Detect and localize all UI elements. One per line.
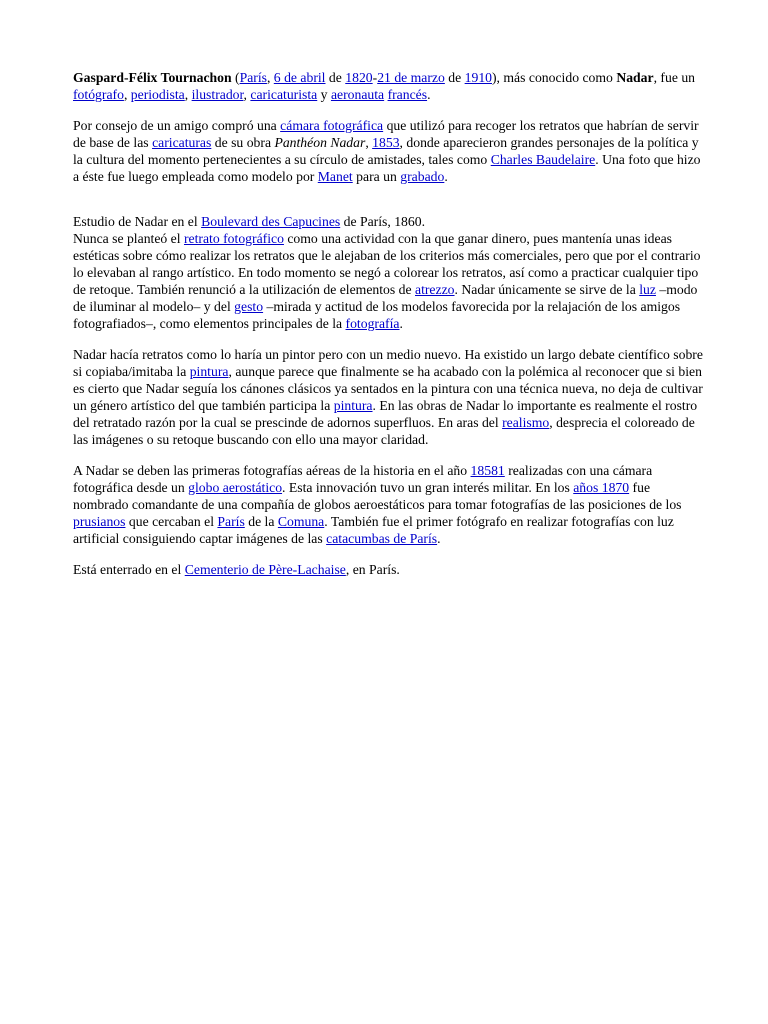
- text: .: [437, 531, 441, 546]
- text: . Una foto que hizo a éste fue luego empleada como modelo por: [73, 152, 701, 184]
- link-1820[interactable]: 1820: [345, 70, 373, 85]
- paragraph-studio: [73, 213, 703, 332]
- link-reference-1[interactable]: 1: [497, 463, 505, 478]
- text: fue nombrado comandante de una compañía de globos aeroestáticos para tomar fotografías de las posiciones de los: [73, 480, 682, 512]
- link-prusianos[interactable]: prusianos: [73, 514, 126, 529]
- link-pintura-2[interactable]: pintura: [333, 398, 373, 413]
- paragraph-camera: [73, 117, 703, 185]
- text: , en París.: [345, 562, 400, 577]
- link-cementerio-pere-lachaise[interactable]: Cementerio de Père-Lachaise: [184, 562, 346, 577]
- text: de París, 1860.: [340, 214, 425, 229]
- text: . En las obras de Nadar lo importante es realmente el rostro del retratado razón por la cual se prescinde de adornos superfluos. En aras del: [73, 398, 698, 430]
- link-globo-aerostatico[interactable]: globo aerostático: [188, 480, 283, 495]
- link-boulevard-des-capucines[interactable]: Boulevard des Capucines: [201, 214, 341, 229]
- link-fotografo[interactable]: fotógrafo: [73, 87, 124, 102]
- text: .: [444, 169, 448, 184]
- link-camara-fotografica[interactable]: cámara fotográfica: [280, 118, 384, 133]
- work-title: Panthéon Nadar: [274, 135, 366, 150]
- text: ,: [123, 87, 131, 102]
- link-aeronauta[interactable]: aeronauta: [330, 87, 385, 102]
- link-frances[interactable]: francés: [387, 87, 428, 102]
- text: que cercaban el: [125, 514, 218, 529]
- text: A Nadar se deben las primeras fotografías aéreas de la historia en el año: [73, 463, 471, 478]
- text: Por consejo de un amigo compró una: [73, 118, 281, 133]
- text: realizadas con una cámara fotográfica desde un: [73, 463, 653, 495]
- text: –modo de iluminar al modelo– y del: [73, 282, 698, 314]
- link-21-de-marzo[interactable]: 21 de marzo: [377, 70, 445, 85]
- text: , fue un: [653, 70, 696, 85]
- link-6-de-abril[interactable]: 6 de abril: [273, 70, 326, 85]
- paragraph-intro: [73, 69, 703, 103]
- text: ,: [243, 87, 251, 102]
- link-atrezzo[interactable]: atrezzo: [415, 282, 455, 297]
- link-catacumbas-de-paris[interactable]: catacumbas de París: [326, 531, 438, 546]
- text: .: [427, 87, 431, 102]
- link-fotografia[interactable]: fotografía: [345, 316, 400, 331]
- link-paris[interactable]: París: [239, 70, 267, 85]
- text: .: [399, 316, 403, 331]
- link-1853[interactable]: 1853: [372, 135, 400, 150]
- text: ,: [365, 135, 373, 150]
- link-ilustrador[interactable]: ilustrador: [191, 87, 244, 102]
- link-gesto[interactable]: gesto: [234, 299, 264, 314]
- text: Nadar hacía retratos como lo haría un pintor pero con un medio nuevo. Ha existido un largo debate científico sobre si copiaba/imitaba la: [73, 347, 703, 379]
- link-pintura[interactable]: pintura: [189, 364, 229, 379]
- text: como una actividad con la que ganar dinero, pues mantenía unas ideas estéticas sobre cómo realizar los retratos que le alejaban de los criterios más comerciales, pero que por el contrario lo elevaban al rango artístico. En todo momento se negó a colorear los retratos, así como a practicar cualquier tipo de retoque. También renunció a la utilización de elementos de: [73, 231, 701, 297]
- text: ), más conocido como: [492, 70, 617, 85]
- nickname: Nadar: [616, 70, 654, 85]
- paragraph-aerial: [73, 462, 703, 547]
- text: . Nadar únicamente se sirve de la: [454, 282, 640, 297]
- text: ,: [184, 87, 192, 102]
- link-manet[interactable]: Manet: [317, 169, 353, 184]
- link-luz[interactable]: luz: [639, 282, 656, 297]
- link-anos-1870[interactable]: años 1870: [573, 480, 630, 495]
- text: . Esta innovación tuvo un gran interés militar. En los: [282, 480, 574, 495]
- text: que utilizó para recoger los retratos que habrían de servir de base de las: [73, 118, 699, 150]
- text: de su obra: [211, 135, 275, 150]
- text: Nunca se planteó el: [73, 231, 184, 246]
- text: Estudio de Nadar en el: [73, 214, 202, 229]
- link-caricaturista[interactable]: caricaturista: [250, 87, 318, 102]
- link-charles-baudelaire[interactable]: Charles Baudelaire: [490, 152, 596, 167]
- link-1910[interactable]: 1910: [464, 70, 492, 85]
- text: , desprecia el coloreado de las imágenes o su retoque buscando con ello una mayor claridad.: [73, 415, 695, 447]
- subject-name: Gaspard-Félix Tournachon: [73, 70, 232, 85]
- link-1858[interactable]: 1858: [470, 463, 498, 478]
- text: . También fue el primer fotógrafo en realizar fotografías con luz artificial consiguiendo captar imágenes de las: [73, 514, 674, 546]
- text: , donde aparecieron grandes personajes de la política y la cultura del momento pertenecientes a su círculo de amistades, tales como: [73, 135, 699, 167]
- text: –mirada y actitud de los modelos favorecida por la relajación de los amigos fotografiados–, como elementos principales de la: [73, 299, 681, 331]
- paragraph-painting: [73, 346, 703, 448]
- text: y: [317, 87, 331, 102]
- link-grabado[interactable]: grabado: [400, 169, 445, 184]
- text: ,: [266, 70, 274, 85]
- text: de la: [244, 514, 278, 529]
- text: Está enterrado en el: [73, 562, 185, 577]
- text: de: [325, 70, 346, 85]
- text: , aunque parece que finalmente se ha acabado con la polémica al reconocer que si bien es cierto que Nadar seguía los cánones clásicos ya sentados en la pintura con una técnica nueva, no deja de cultivar un género artístico del que también participa la: [73, 364, 703, 413]
- link-comuna[interactable]: Comuna: [277, 514, 325, 529]
- link-caricaturas[interactable]: caricaturas: [152, 135, 212, 150]
- text: de: [444, 70, 465, 85]
- text: (: [231, 70, 240, 85]
- link-retrato-fotografico[interactable]: retrato fotográfico: [183, 231, 284, 246]
- paragraph-burial: [73, 561, 703, 578]
- text: para un: [352, 169, 401, 184]
- link-realismo[interactable]: realismo: [502, 415, 550, 430]
- text: -: [372, 70, 378, 85]
- link-periodista[interactable]: periodista: [130, 87, 185, 102]
- document-body: [73, 69, 703, 592]
- link-paris-2[interactable]: París: [217, 514, 245, 529]
